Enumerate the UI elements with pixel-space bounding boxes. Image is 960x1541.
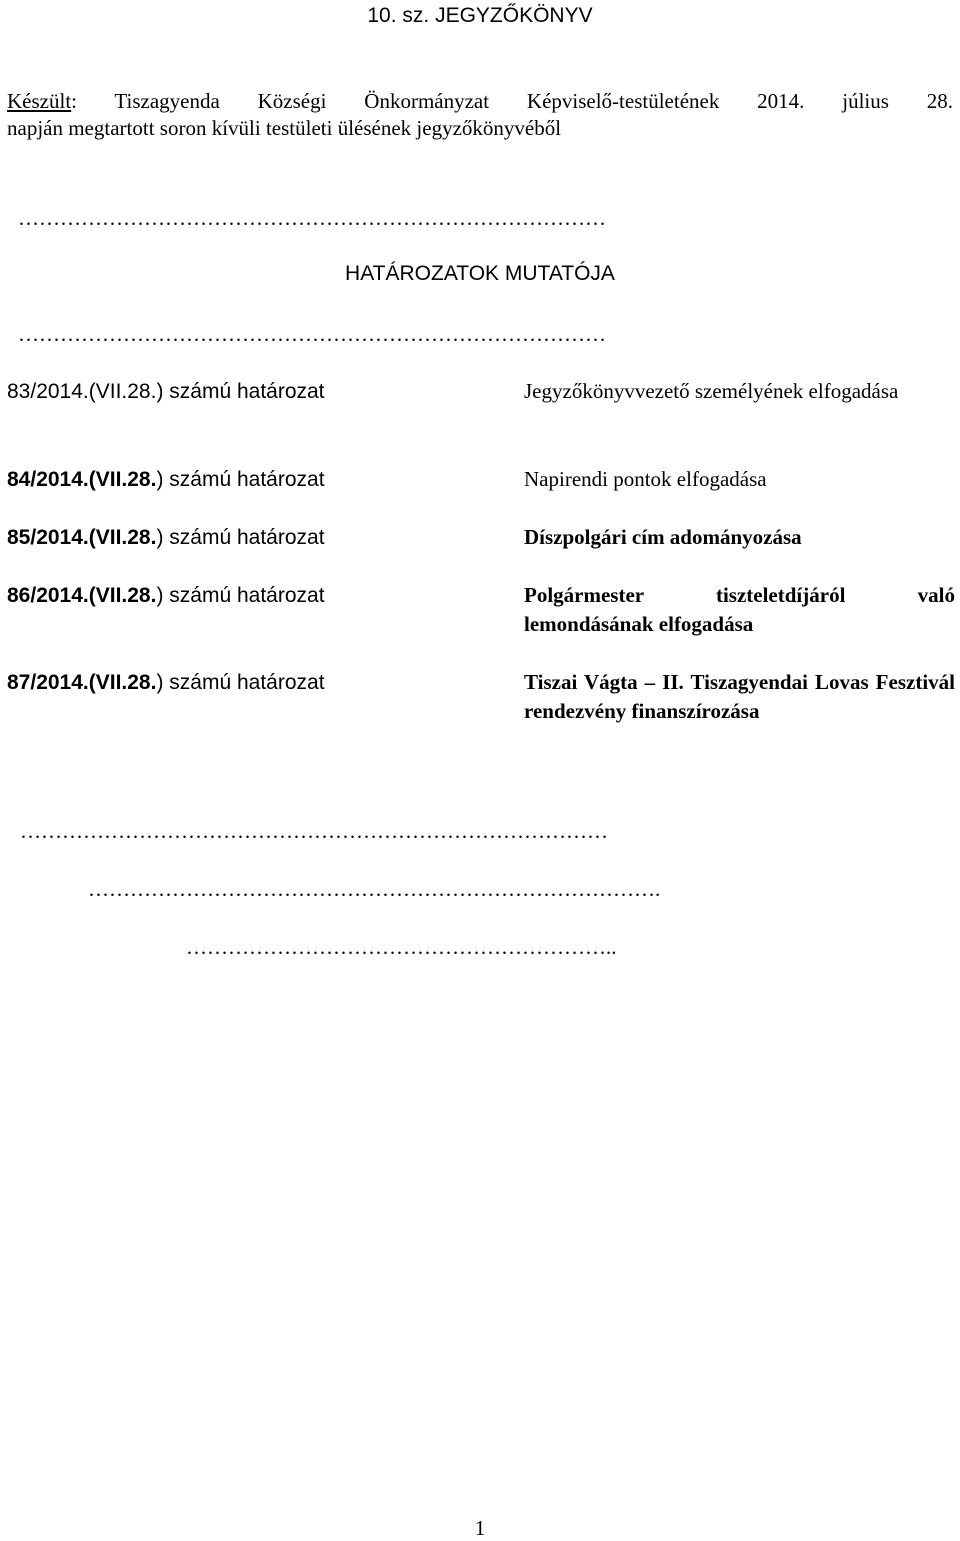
resolution-number: 83/2014.(VII.28.) számú határozat (7, 380, 325, 403)
resolution-number: 87/2014.(VII.28.) számú határozat (7, 671, 325, 694)
resolution-title: Tiszai Vágta – II. Tiszagyendai Lovas Fesztivál rendezvény finanszírozása (524, 670, 955, 723)
intro-line-1 (7, 88, 953, 115)
dotted-separator-end-1: ………………………………………………………………………… (20, 819, 608, 843)
page-number: 1 (474, 1516, 486, 1540)
intro-line-2: napján megtartott soron kívüli testületi ülésének jegyzőkönyvéből (7, 116, 562, 140)
resolution-title: Jegyzőkönyvvezető személyének elfogadása (524, 379, 899, 403)
resolution-title: Napirendi pontok elfogadása (524, 467, 767, 491)
dotted-separator-end-3: …………………………………………………….. (186, 935, 617, 959)
resolution-number: 84/2014.(VII.28.) számú határozat (7, 468, 325, 491)
resolution-number: 85/2014.(VII.28.) számú határozat (7, 526, 325, 549)
resolution-title: Díszpolgári cím adományozása (524, 525, 802, 549)
document-title: 10. sz. JEGYZŐKÖNYV (367, 4, 593, 27)
dotted-separator-top: ………………………………………………………………………… (18, 206, 606, 230)
resolutions-index-title: HATÁROZATOK MUTATÓJA (345, 262, 615, 285)
resolution-title: Polgármester tiszteletdíjáról való lemondásának elfogadása (524, 583, 955, 636)
intro-paragraph (7, 88, 953, 142)
intro-line-1-text: : Tiszagyenda Községi Önkormányzat Képviselő-testületének 2014. július 28. (71, 89, 953, 113)
dotted-separator-end-2: ………………………………………………………………………. (88, 877, 661, 901)
intro-label: Készült (7, 89, 72, 113)
resolution-number: 86/2014.(VII.28.) számú határozat (7, 584, 325, 607)
dotted-separator-after-title: ………………………………………………………………………… (18, 322, 606, 346)
